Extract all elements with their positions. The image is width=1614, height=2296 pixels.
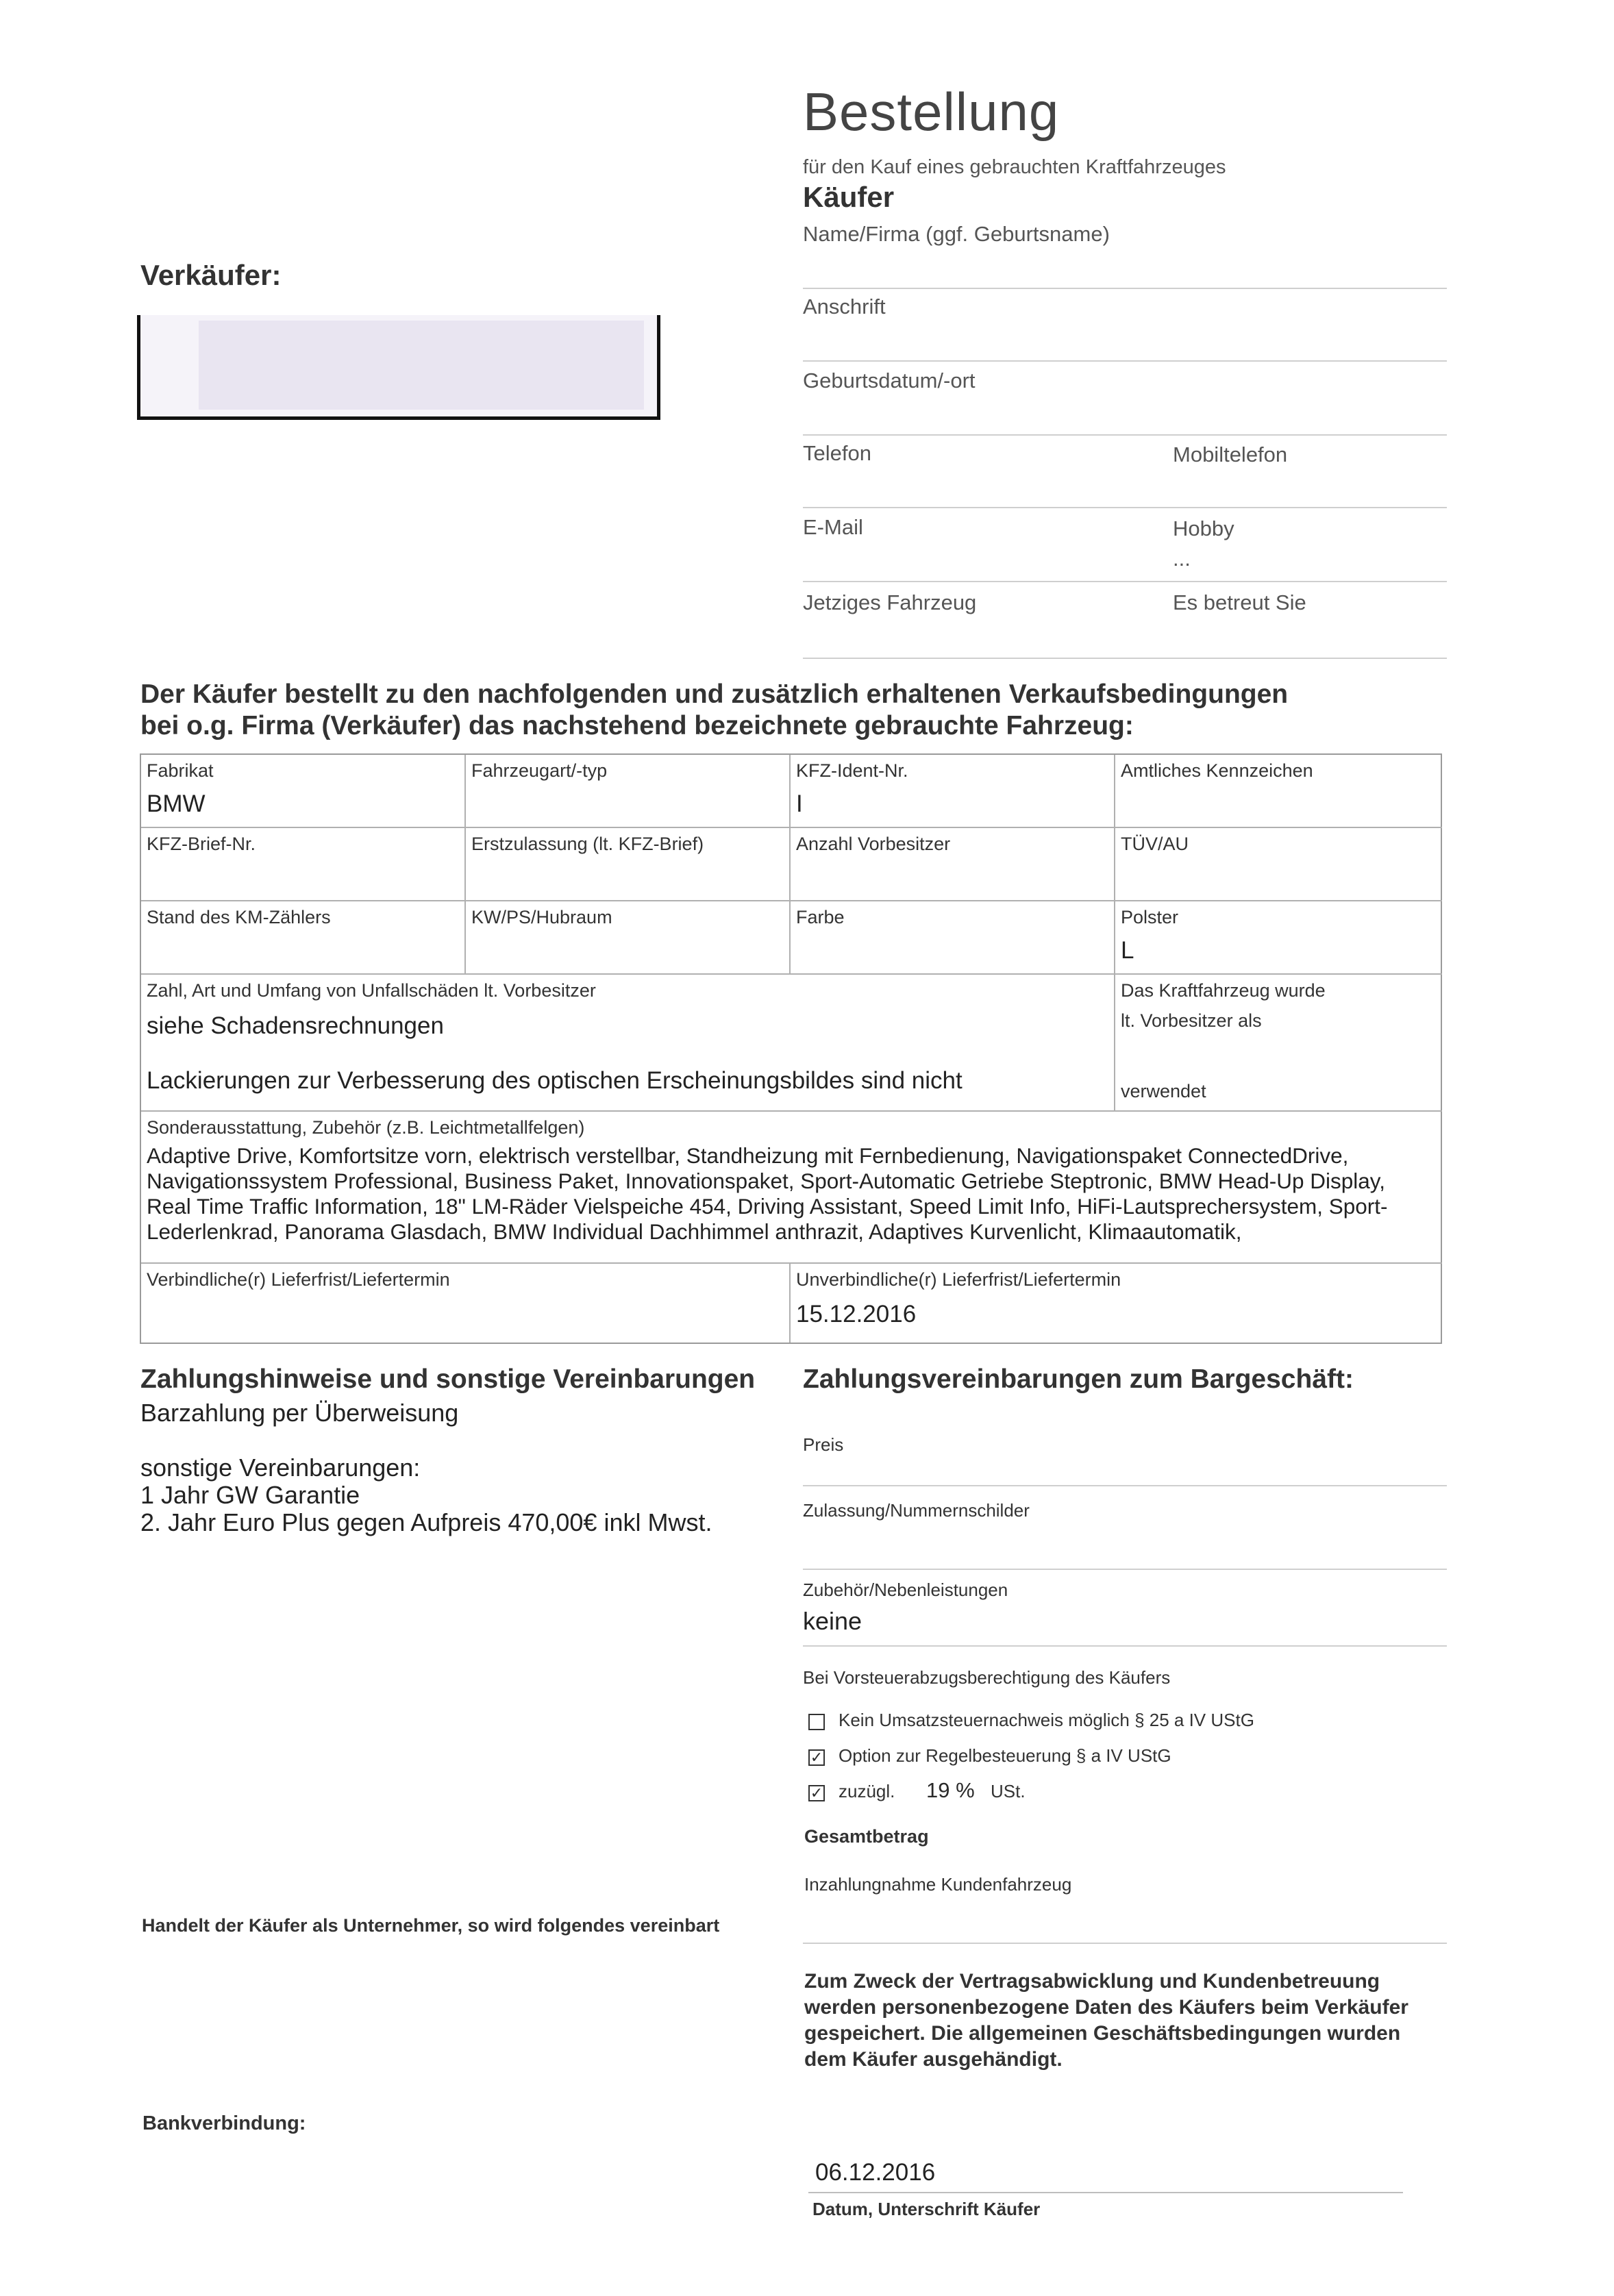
ident-value: I [796, 790, 803, 817]
price-label: Preis [803, 1434, 844, 1455]
bank-label: Bankverbindung: [142, 2112, 306, 2134]
first-reg-label: Erstzulassung (lt. KFZ-Brief) [471, 834, 704, 854]
other-agreement-line: 1 Jahr GW Garantie [140, 1481, 360, 1509]
divider [803, 658, 1447, 659]
total-label: Gesamtbetrag [804, 1826, 929, 1847]
extras-list [147, 1143, 1388, 1245]
privacy-line: Zum Zweck der Vertragsabwicklung und Kundenbetreuung [804, 1970, 1380, 1993]
order-intro-line2: bei o.g. Firma (Verkäufer) das nachstehend bezeichnete gebrauchte Fahrzeug: [140, 711, 1134, 740]
owners-cell [791, 828, 1115, 901]
buyer-name-label: Name/Firma (ggf. Geburtsname) [803, 222, 1110, 246]
accessories-value: keine [803, 1607, 862, 1635]
tradein-label: Inzahlungnahme Kundenfahrzeug [804, 1874, 1072, 1895]
buyer-birth-label: Geburtsdatum/-ort [803, 369, 976, 392]
entrepreneur-note: Handelt der Käufer als Unternehmer, so wird folgendes vereinbart [142, 1915, 720, 1936]
cash-terms-heading: Zahlungsvereinbarungen zum Bargeschäft: [803, 1364, 1354, 1394]
buyer-phone-label: Telefon [803, 441, 871, 465]
nonbinding-delivery-cell [791, 1264, 1442, 1343]
buyer-address-label: Anschrift [803, 295, 886, 319]
vat-label: Bei Vorsteuerabzugsberechtigung des Käufers [803, 1667, 1171, 1688]
type-cell [466, 755, 791, 828]
signature-label: Datum, Unterschrift Käufer [812, 2199, 1041, 2219]
extras-line: Lederlenkrad, Panorama Glasdach, BMW Individual Dachhimmel anthrazit, Adaptives Kurvenlicht, Klimaautomatik, [147, 1219, 1242, 1244]
usage-label-2: lt. Vorbesitzer als [1121, 1010, 1262, 1031]
owners-label: Anzahl Vorbesitzer [796, 834, 951, 854]
usage-label-1: Das Kraftfahrzeug wurde [1121, 980, 1326, 1001]
privacy-line: dem Käufer ausgehändigt. [804, 2048, 1063, 2071]
binding-delivery-cell [141, 1264, 791, 1343]
option-regular-tax-checkbox[interactable]: ✓ [808, 1749, 825, 1766]
accessories-label: Zubehör/Nebenleistungen [803, 1580, 1008, 1600]
plate-label: Amtliches Kennzeichen [1121, 760, 1313, 781]
color-label: Farbe [796, 907, 845, 927]
order-intro-line1: Der Käufer bestellt zu den nachfolgenden und zusätzlich erhaltenen Verkaufsbedingungen [140, 679, 1289, 709]
tuv-label: TÜV/AU [1121, 834, 1189, 854]
make-label: Fabrikat [147, 760, 214, 781]
binding-delivery-label: Verbindliche(r) Lieferfrist/Liefertermin [147, 1269, 450, 1290]
vat-prefix: zuzügl. [839, 1781, 895, 1801]
buyer-advisor-label: Es betreut Sie [1173, 590, 1306, 614]
buyer-hobby-value: ... [1173, 547, 1191, 571]
km-cell [141, 901, 466, 975]
damage-value: siehe Schadensrechnungen [147, 1012, 444, 1039]
kw-cell [466, 901, 791, 975]
type-label: Fahrzeugart/-typ [471, 760, 608, 781]
extras-line: Adaptive Drive, Komfortsitze vorn, elektrisch verstellbar, Standheizung mit Fernbedienung, Navigationspaket ConnectedDrive, [147, 1143, 1349, 1168]
vehicle-table [140, 753, 1442, 1344]
divider [803, 1645, 1447, 1647]
signature-date: 06.12.2016 [815, 2159, 936, 2186]
option-regular-tax-label: Option zur Regelbesteuerung § a IV UStG [839, 1745, 1171, 1766]
other-agreement-line: 2. Jahr Euro Plus gegen Aufpreis 470,00€ inkl Mwst. [140, 1508, 712, 1536]
km-label: Stand des KM-Zählers [147, 907, 331, 927]
privacy-line: gespeichert. Die allgemeinen Geschäftsbedingungen wurden [804, 2022, 1401, 2045]
divider [803, 1569, 1447, 1570]
kw-label: KW/PS/Hubraum [471, 907, 612, 927]
vat-rate: 19 % [926, 1778, 975, 1802]
usage-cell [1115, 975, 1442, 1112]
tuv-cell [1115, 828, 1442, 901]
paint-note: Lackierungen zur Verbesserung des optischen Erscheinungsbildes sind nicht [147, 1067, 963, 1094]
buyer-heading: Käufer [803, 181, 895, 213]
make-cell [141, 755, 466, 828]
signature-line [808, 2192, 1403, 2193]
ident-label: KFZ-Ident-Nr. [796, 760, 908, 781]
page-title: Bestellung [803, 82, 1060, 142]
divider [803, 581, 1447, 582]
nonbinding-delivery-label: Unverbindliche(r) Lieferfrist/Liefertermin [796, 1269, 1121, 1290]
privacy-note [804, 1969, 1408, 2073]
payment-method: Barzahlung per Überweisung [140, 1399, 459, 1427]
buyer-mobile-label: Mobiltelefon [1173, 442, 1288, 466]
divider [803, 1485, 1447, 1486]
damage-label: Zahl, Art und Umfang von Unfallschäden lt. Vorbesitzer [147, 980, 596, 1001]
make-value: BMW [147, 790, 206, 817]
ident-cell [791, 755, 1115, 828]
vat-suffix: USt. [991, 1781, 1026, 1801]
usage-value: verwendet [1121, 1081, 1206, 1101]
buyer-current-vehicle-label: Jetziges Fahrzeug [803, 590, 977, 614]
divider [803, 360, 1447, 362]
color-cell [791, 901, 1115, 975]
divider [803, 1943, 1447, 1944]
option-no-vat-checkbox[interactable] [808, 1714, 825, 1730]
upholstery-cell [1115, 901, 1442, 975]
other-agreements-heading: sonstige Vereinbarungen: [140, 1453, 421, 1482]
extras-label: Sonderausstattung, Zubehör (z.B. Leichtmetallfelgen) [147, 1117, 585, 1138]
page-subtitle: für den Kauf eines gebrauchten Kraftfahrzeuges [803, 156, 1226, 178]
brief-cell [141, 828, 466, 901]
seller-label: Verkäufer: [140, 259, 282, 291]
option-vat-rate-checkbox[interactable]: ✓ [808, 1785, 825, 1801]
seller-redaction [199, 321, 644, 410]
divider [803, 507, 1447, 508]
nonbinding-delivery-value: 15.12.2016 [796, 1301, 917, 1327]
option-no-vat-label: Kein Umsatzsteuernachweis möglich § 25 a IV UStG [839, 1710, 1254, 1730]
upholstery-label: Polster [1121, 907, 1179, 927]
registration-label: Zulassung/Nummernschilder [803, 1500, 1030, 1521]
extras-line: Real Time Traffic Information, 18" LM-Räder Vielspeiche 454, Driving Assistant, Speed Limit Info, HiFi-Lautsprechersystem, Sport- [147, 1194, 1388, 1219]
buyer-hobby-label: Hobby [1173, 516, 1234, 540]
upholstery-value: L [1121, 937, 1134, 964]
extras-cell [141, 1112, 1442, 1264]
plate-cell [1115, 755, 1442, 828]
payment-notes-heading: Zahlungshinweise und sonstige Vereinbarungen [140, 1364, 756, 1394]
divider [803, 288, 1447, 289]
buyer-email-label: E-Mail [803, 515, 863, 539]
divider [803, 434, 1447, 436]
damage-cell [141, 975, 1115, 1112]
extras-line: Navigationssystem Professional, Business Paket, Innovationspaket, Sport-Automatic Getriebe Steptronic, BMW Head-Up Display, [147, 1169, 1385, 1193]
brief-label: KFZ-Brief-Nr. [147, 834, 256, 854]
first-reg-cell [466, 828, 791, 901]
privacy-line: werden personenbezogene Daten des Käufers beim Verkäufer [804, 1996, 1408, 2019]
